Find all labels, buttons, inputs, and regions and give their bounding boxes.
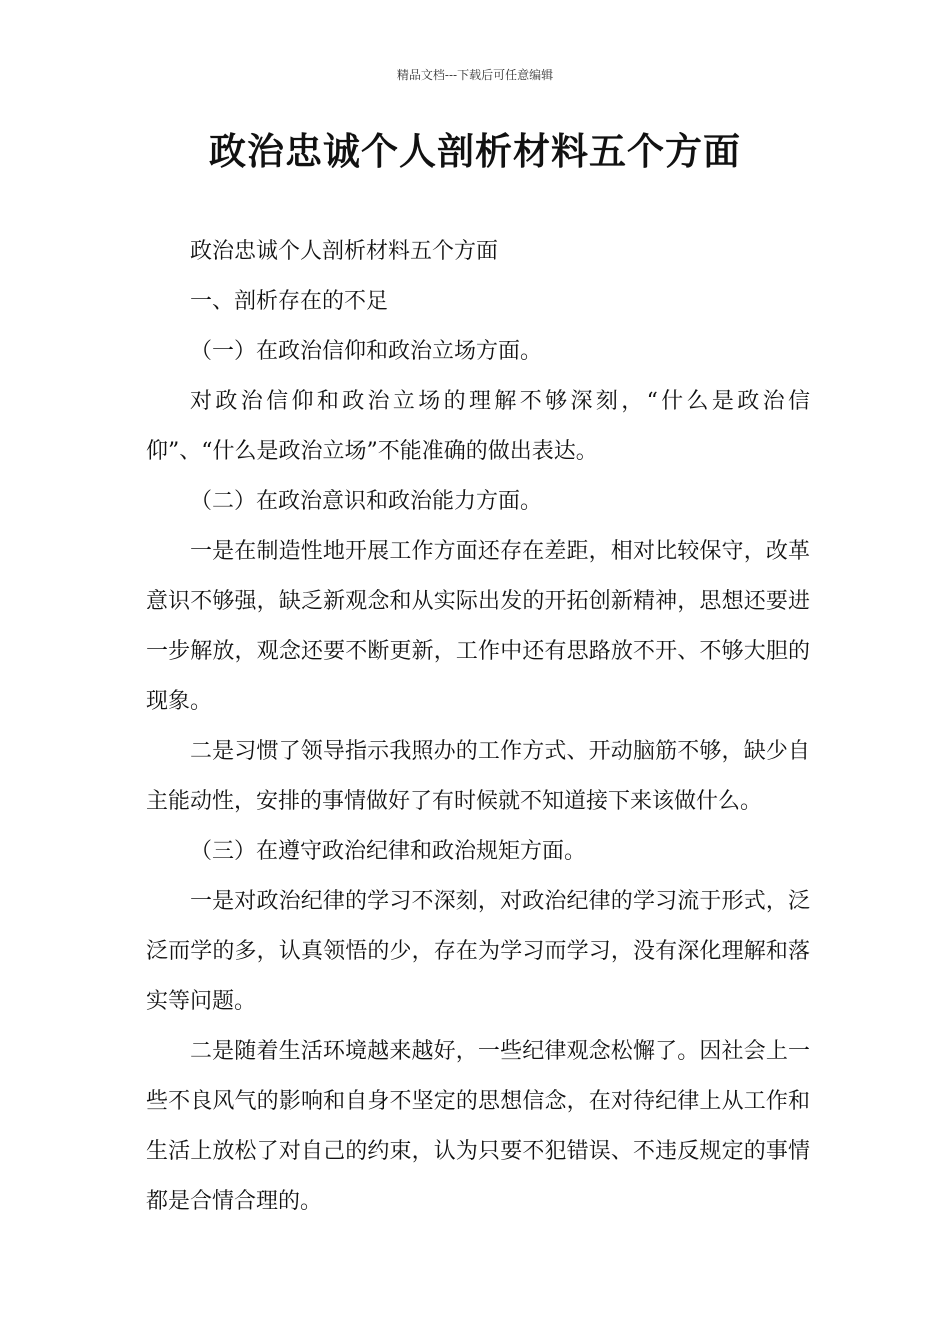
section-heading-1: 一、剖析存在的不足 — [190, 289, 389, 314]
document-body — [146, 227, 810, 1227]
paragraph: 二是习惯了领导指示我照办的工作方式、开动脑筋不够，缺少自主能动性，安排的事情做好了有时候就不知道接下来该做什么。 — [146, 739, 810, 814]
subsection-heading-2: （二）在政治意识和政治能力方面。 — [190, 489, 543, 514]
document-title: 政治忠诚个人剖析材料五个方面 — [209, 130, 741, 173]
paragraph: 二是随着生活环境越来越好，一些纪律观念松懈了。因社会上一些不良风气的影响和自身不坚定的思想信念，在对待纪律上从工作和生活上放松了对自己的约束，认为只要不犯错误、不违反规定的事情都是合情合理的。 — [146, 1039, 810, 1214]
subsection-heading-3: （三）在遵守政治纪律和政治规矩方面。 — [190, 839, 587, 864]
paragraph: 对政治信仰和政治立场的理解不够深刻，“什么是政治信仰”、“什么是政治立场”不能准确的做出表达。 — [146, 389, 810, 464]
page-header: 精品文档---下载后可任意编辑 — [396, 68, 554, 82]
paragraph: 一是对政治纪律的学习不深刻，对政治纪律的学习流于形式，泛泛而学的多，认真领悟的少，存在为学习而学习，没有深化理解和落实等问题。 — [146, 889, 810, 1014]
paragraph: 一是在制造性地开展工作方面还存在差距，相对比较保守，改革意识不够强，缺乏新观念和从实际出发的开拓创新精神，思想还要进一步解放，观念还要不断更新，工作中还有思路放不开、不够大胆的现象。 — [146, 539, 810, 714]
paragraph-subtitle: 政治忠诚个人剖析材料五个方面 — [190, 239, 499, 264]
subsection-heading-1: （一）在政治信仰和政治立场方面。 — [190, 339, 543, 364]
